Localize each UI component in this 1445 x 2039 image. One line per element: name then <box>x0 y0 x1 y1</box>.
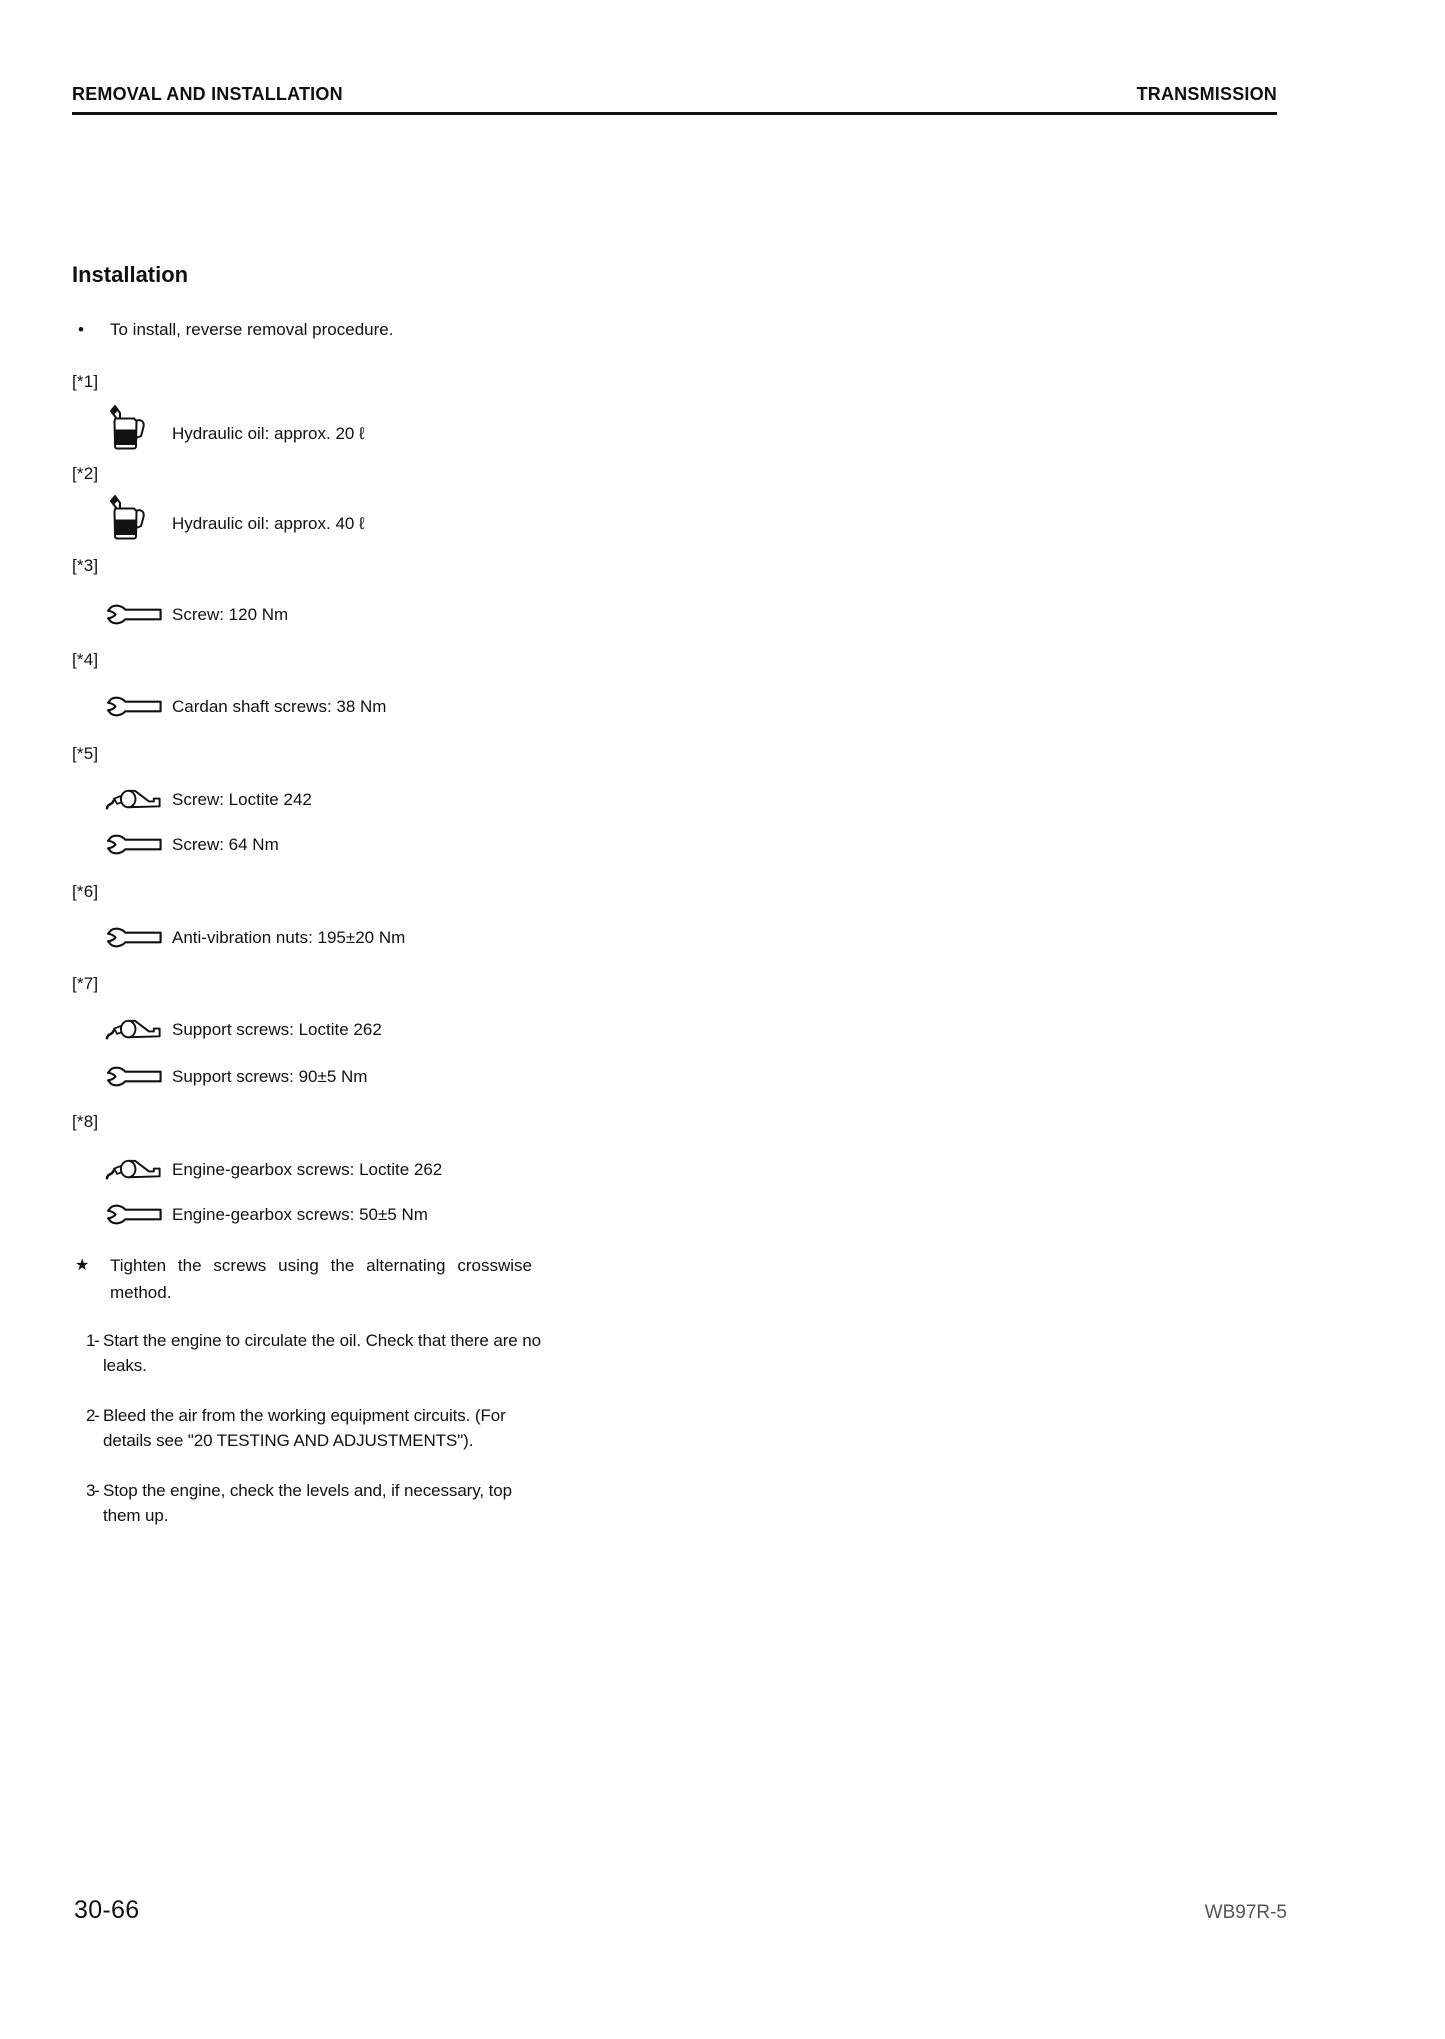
content-column <box>72 0 552 1528</box>
star-note-text: Tighten the screws using the alternating crosswise method. <box>110 1256 532 1302</box>
footnote-ref: [*8] <box>72 1112 99 1131</box>
intro-text: To install, reverse removal procedure. <box>110 320 394 339</box>
wrench-icon <box>105 602 165 628</box>
intro-bullet-item <box>72 318 552 342</box>
step-text: Stop the engine, check the levels and, if necessary, top them up. <box>103 1481 512 1525</box>
spec-text: Support screws: Loctite 262 <box>172 1020 382 1039</box>
spec-text: Support screws: 90±5 Nm <box>172 1067 368 1086</box>
spec-row <box>72 830 552 860</box>
step-text: Start the engine to circulate the oil. Check that there are no leaks. <box>103 1331 541 1375</box>
star-icon: ★ <box>75 1257 90 1274</box>
step-dash: - <box>94 1406 100 1425</box>
spec-text: Anti-vibration nuts: 195±20 Nm <box>172 928 406 947</box>
step-number: 1 <box>86 1331 96 1350</box>
spec-row <box>72 1200 552 1230</box>
footnote-ref: [*6] <box>72 882 99 901</box>
spec-text: Hydraulic oil: approx. 20 ℓ <box>172 424 365 443</box>
spec-text: Screw: 64 Nm <box>172 835 279 854</box>
loctite-icon <box>105 1017 165 1043</box>
spec-text: Screw: Loctite 242 <box>172 790 312 809</box>
step-dash: - <box>94 1481 100 1500</box>
spec-text: Screw: 120 Nm <box>172 605 289 624</box>
spec-row <box>72 1015 552 1045</box>
footnote-ref: [*7] <box>72 974 99 993</box>
page-number: 30-66 <box>74 1896 140 1924</box>
step-number: 2 <box>86 1406 96 1425</box>
spec-text: Engine-gearbox screws: 50±5 Nm <box>172 1205 428 1224</box>
bullet-glyph: • <box>78 320 84 339</box>
spec-text: Hydraulic oil: approx. 40 ℓ <box>172 514 365 533</box>
spec-row <box>72 692 552 722</box>
model-code: WB97R-5 <box>1204 1902 1287 1923</box>
step-dash: - <box>94 1331 100 1350</box>
spec-row <box>72 600 552 630</box>
section-title: Installation <box>72 262 189 287</box>
star-note <box>72 1252 552 1306</box>
numbered-step <box>72 1478 552 1528</box>
spec-row <box>72 1062 552 1092</box>
numbered-step <box>72 1328 552 1378</box>
wrench-icon <box>105 694 165 720</box>
loctite-icon <box>105 1157 165 1183</box>
footnote-ref: [*5] <box>72 744 99 763</box>
header-section-title: REMOVAL AND INSTALLATION <box>72 84 343 104</box>
footnote-ref: [*1] <box>72 372 99 391</box>
footnote-ref: [*2] <box>72 464 99 483</box>
numbered-step <box>72 1403 552 1453</box>
header-chapter-title: TRANSMISSION <box>1136 84 1277 104</box>
wrench-icon <box>105 1064 165 1090</box>
spec-row <box>72 494 552 542</box>
footnote-ref: [*4] <box>72 650 99 669</box>
loctite-icon <box>105 787 165 813</box>
oil-can-icon <box>105 404 165 450</box>
wrench-icon <box>105 832 165 858</box>
step-number: 3 <box>86 1481 96 1500</box>
spec-row <box>72 1155 552 1185</box>
oil-can-icon <box>105 494 165 540</box>
spec-row <box>72 404 552 452</box>
spec-row <box>72 785 552 815</box>
spec-text: Cardan shaft screws: 38 Nm <box>172 697 387 716</box>
spec-text: Engine-gearbox screws: Loctite 262 <box>172 1160 443 1179</box>
footnote-ref: [*3] <box>72 556 99 575</box>
step-text: Bleed the air from the working equipment circuits. (For details see "20 TESTING AND ADJUSTMENTS"). <box>103 1406 506 1450</box>
wrench-icon <box>105 925 165 951</box>
wrench-icon <box>105 1202 165 1228</box>
spec-row <box>72 923 552 953</box>
